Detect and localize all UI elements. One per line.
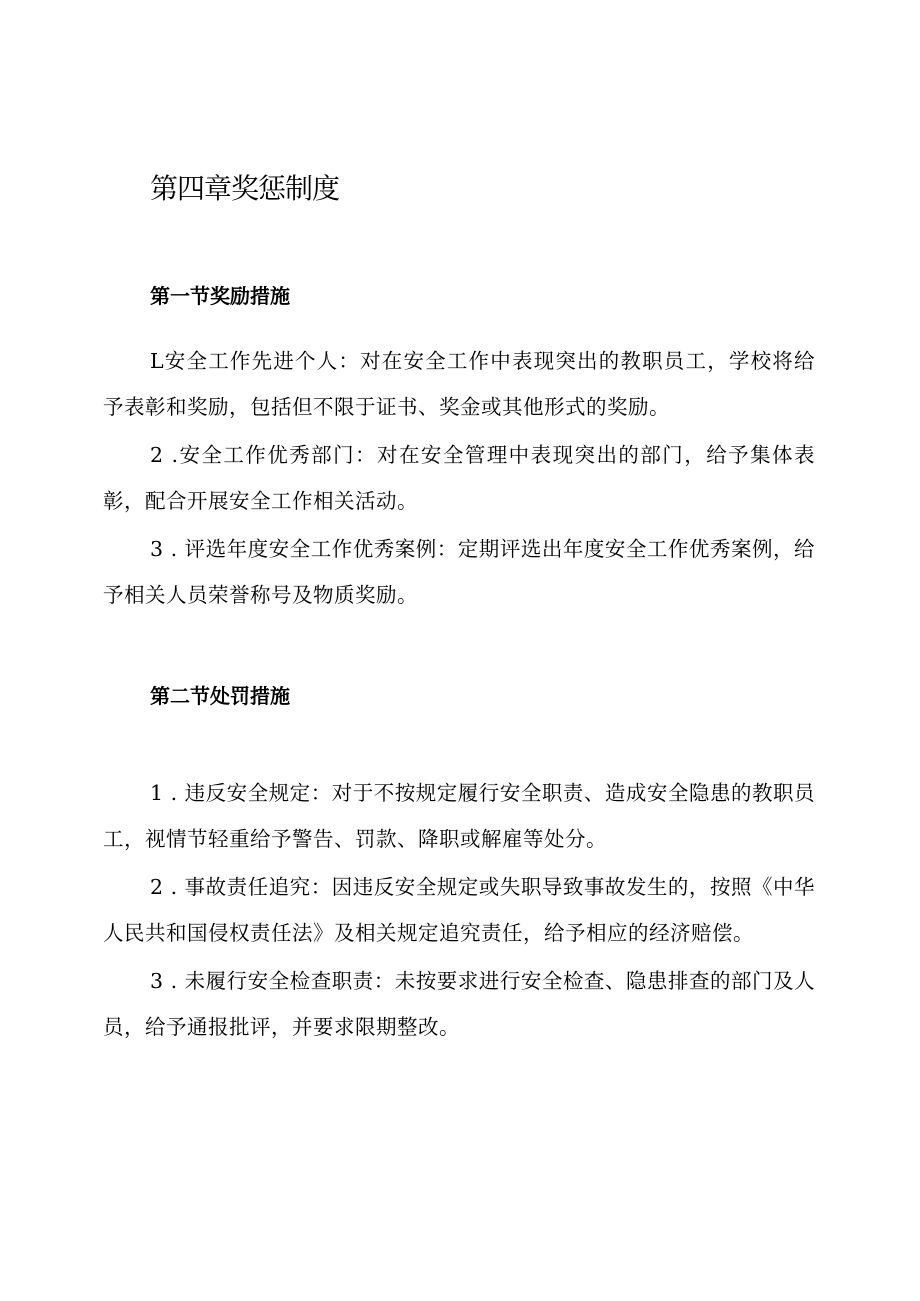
reward-item-1: L安全工作先进个人：对在安全工作中表现突出的教职员工，学校将给予表彰和奖励，包括但不限于证书、奖金或其他形式的奖励。 bbox=[103, 349, 815, 419]
penalty-item-3: 3 . 未履行安全检查职责：未按要求进行安全检查、隐患排查的部门及人员，给予通报批评，并要求限期整改。 bbox=[103, 969, 815, 1039]
section-title-rewards: 第一节奖励措施 bbox=[150, 284, 290, 308]
reward-item-3: 3 . 评选年度安全工作优秀案例：定期评选出年度安全工作优秀案例，给予相关人员荣誉称号及物质奖励。 bbox=[103, 537, 815, 607]
section-title-penalties: 第二节处罚措施 bbox=[150, 684, 290, 708]
penalty-item-2: 2 . 事故责任追究：因违反安全规定或失职导致事故发生的，按照《中华人民共和国侵权责任法》及相关规定追究责任，给予相应的经济赔偿。 bbox=[103, 875, 815, 945]
penalty-item-1: 1 . 违反安全规定：对于不按规定履行安全职责、造成安全隐患的教职员工，视情节轻重给予警告、罚款、降职或解雇等处分。 bbox=[103, 781, 815, 851]
reward-item-2: 2 .安全工作优秀部门：对在安全管理中表现突出的部门，给予集体表彰，配合开展安全工作相关活动。 bbox=[103, 443, 815, 513]
chapter-title: 第四章奖惩制度 bbox=[150, 172, 340, 205]
